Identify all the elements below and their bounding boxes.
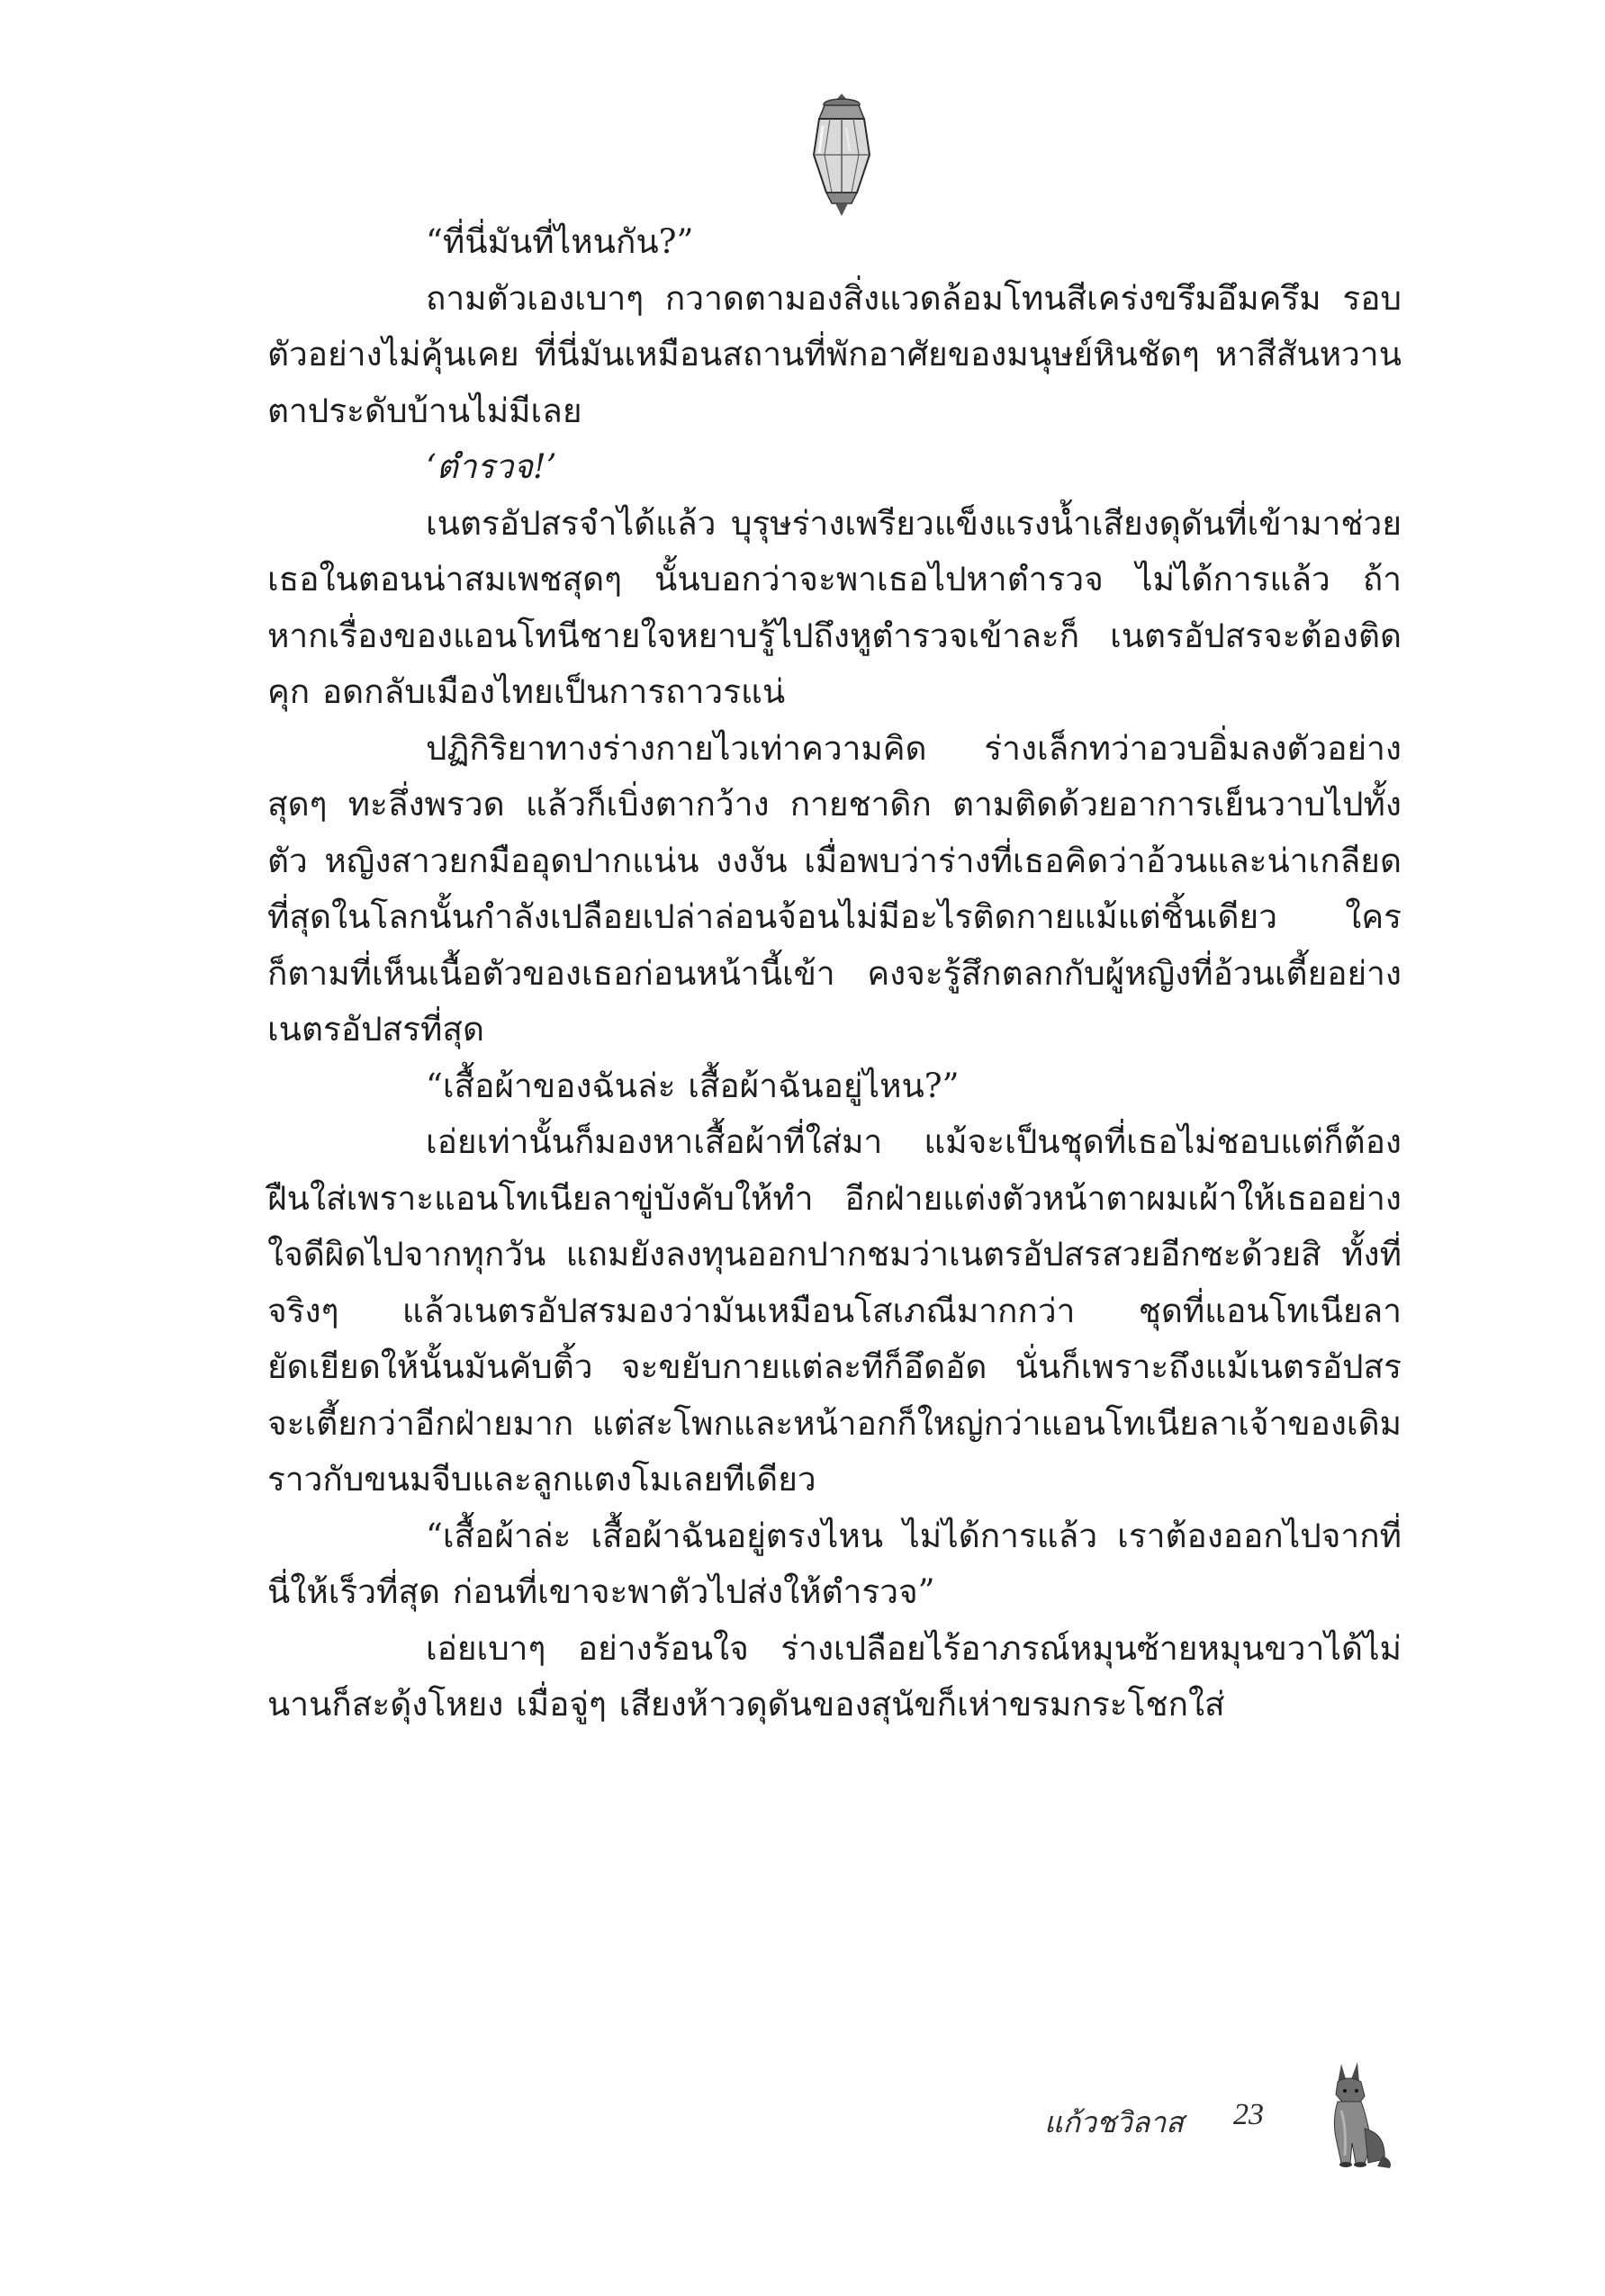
paragraph: ‘ตำรวจ!’ <box>426 447 557 486</box>
lantern-icon <box>801 92 882 218</box>
paragraph: เอ่ยเท่านั้นก็มองหาเสื้อผ้าที่ใส่มา แม้จะเป็นชุดที่เธอไม่ชอบแต่ก็ต้องฝืนใส่เพราะแอนโทเนียลาขู่บังคับให้ทำ อีกฝ่ายแต่งตัวหน้าตาผมเผ้าให้เธออย่างใจดีผิดไปจากทุกวัน แถมยังลงทุนออกปากชมว่าเนตรอัปสรสวยอีกซะด้วยสิ ทั้งที่จริงๆ แล้วเนตรอัปสรมองว่ามันเหมือนโสเภณีมากกว่า ชุดที่แอนโทเนียลายัดเยียดให้นั้นมันคับติ้ว จะขยับกายแต่ละทีก็อึดอัด นั่นก็เพราะถึงแม้เนตรอัปสรจะเตี้ยกว่าอีกฝ่ายมาก แต่สะโพกและหน้าอกก็ใหญ่กว่าแอนโทเนียลาเจ้าของเดิมราวกับขนมจีบและลูกแตงโมเลยทีเดียว <box>267 1122 1402 1499</box>
book-title: แก้วชวิลาส <box>1044 2105 1184 2139</box>
paragraph: เอ่ยเบาๆ อย่างร้อนใจ ร่างเปลือยไร้อาภรณ์หมุนซ้ายหมุนขวาได้ไม่นานก็สะดุ้งโหยง เมื่อจู่ๆ เสียงห้าวดุดันของสุนัขก็เห่าขรมกระโชกใส่ <box>267 1628 1402 1724</box>
paragraph: ถามตัวเองเบาๆ กวาดตามองสิ่งแวดล้อมโทนสีเคร่งขรึมอึมครึม รอบตัวอย่างไม่คุ้นเคย ที่นี่มันเหมือนสถานที่พักอาศัยของมนุษย์หินชัดๆ หาสีสันหวานตาประดับบ้านไม่มีเลย <box>267 278 1402 430</box>
page-number: 23 <box>1233 2098 1264 2131</box>
page-footer <box>1044 2057 1404 2165</box>
body-text <box>267 214 1402 1733</box>
dog-icon <box>1305 2057 1395 2169</box>
paragraph: “ที่นี่มันที่ไหนกัน?” <box>426 222 694 261</box>
paragraph: เนตรอัปสรจำได้แล้ว บุรุษร่างเพรียวแข็งแรงน้ำเสียงดุดันที่เข้ามาช่วยเธอในตอนน่าสมเพชสุดๆ นั้นบอกว่าจะพาเธอไปหาตำรวจ ไม่ได้การแล้ว ถ้าหากเรื่องของแอนโทนีชายใจหยาบรู้ไปถึงหูตำรวจเข้าละก็ เนตรอัปสรจะต้องติดคุก อดกลับเมืองไทยเป็นการถาวรแน่ <box>267 503 1402 711</box>
paragraph: “เสื้อผ้าของฉันล่ะ เสื้อผ้าฉันอยู่ไหน?” <box>426 1066 960 1105</box>
paragraph: ปฏิกิริยาทางร่างกายไวเท่าความคิด ร่างเล็กทว่าอวบอิ่มลงตัวอย่างสุดๆ ทะลึ่งพรวด แล้วก็เบิ่งตากว้าง กายชาดิก ตามติดด้วยอาการเย็นวาบไปทั้งตัว หญิงสาวยกมืออุดปากแน่น งงงัน เมื่อพบว่าร่างที่เธอคิดว่าอ้วนและน่าเกลียดที่สุดในโลกนั้นกำลังเปลือยเปล่าล่อนจ้อนไม่มีอะไรติดกายแม้แต่ชิ้นเดียว ใครก็ตามที่เห็นเนื้อตัวของเธอก่อนหน้านี้เข้า คงจะรู้สึกตลกกับผู้หญิงที่อ้วนเตี้ยอย่างเนตรอัปสรที่สุด <box>267 728 1402 1049</box>
paragraph: “เสื้อผ้าล่ะ เสื้อผ้าฉันอยู่ตรงไหน ไม่ได้การแล้ว เราต้องออกไปจากที่นี่ให้เร็วที่สุด ก่อนที่เขาจะพาตัวไปส่งให้ตำรวจ” <box>267 1516 1402 1611</box>
